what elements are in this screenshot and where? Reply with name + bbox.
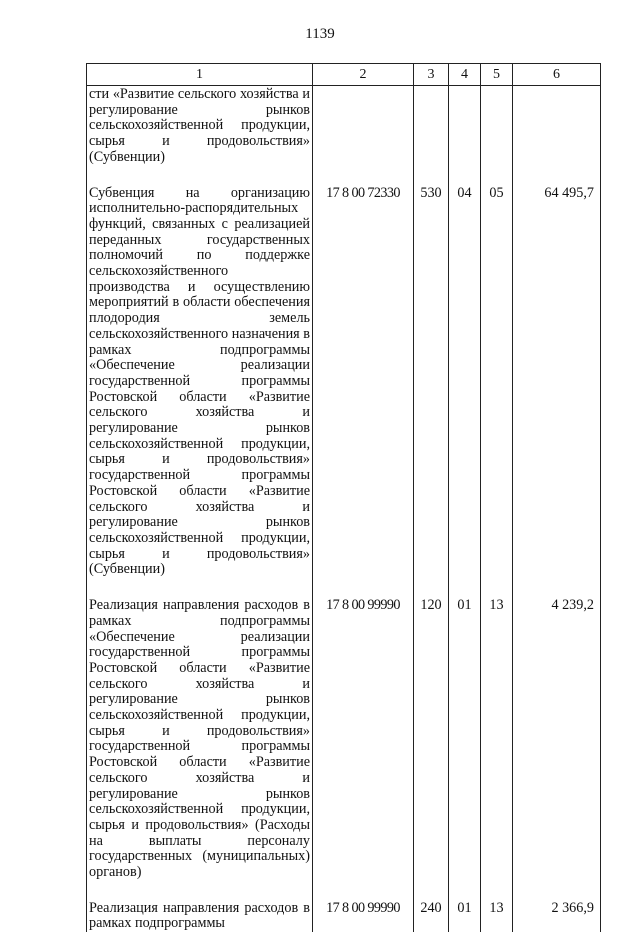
- row-amount: 64 495,7: [513, 186, 601, 579]
- row-subsection: 05: [481, 186, 513, 579]
- row-target-code: [313, 86, 414, 166]
- header-col-4: 4: [449, 64, 481, 86]
- row-section: 04: [449, 186, 481, 579]
- row-subsection: 13: [481, 901, 513, 932]
- table-header: [87, 64, 601, 86]
- row-section: 01: [449, 598, 481, 881]
- row-description: Реализация направления расходов в рамках подпрограммы: [87, 901, 313, 932]
- row-amount: [513, 86, 601, 166]
- row-section: [449, 86, 481, 166]
- row-description: сти «Развитие сельского хозяйства и регулирование рынков сельскохозяйственной продукции, сырья и продовольствия» (Субвенции): [87, 86, 313, 166]
- table-row: [87, 598, 601, 881]
- row-target-code: 17 8 00 99990: [313, 901, 414, 932]
- row-spacer: [87, 578, 601, 598]
- header-col-3: 3: [414, 64, 449, 86]
- row-expense-type: 240: [414, 901, 449, 932]
- budget-table: [86, 63, 601, 932]
- row-amount: 4 239,2: [513, 598, 601, 881]
- row-target-code: 17 8 00 99990: [313, 598, 414, 881]
- row-subsection: 13: [481, 598, 513, 881]
- row-target-code: 17 8 00 72330: [313, 186, 414, 579]
- table-row: [87, 186, 601, 579]
- row-section: 01: [449, 901, 481, 932]
- row-spacer: [87, 166, 601, 186]
- header-row: [87, 64, 601, 86]
- row-subsection: [481, 86, 513, 166]
- row-expense-type: 120: [414, 598, 449, 881]
- row-amount: 2 366,9: [513, 901, 601, 932]
- row-expense-type: 530: [414, 186, 449, 579]
- row-expense-type: [414, 86, 449, 166]
- page-number: 1139: [305, 26, 335, 42]
- row-description: Реализация направления расходов в рамках подпрограммы «Обеспечение реализации государственной программы Ростовской области «Развитие сельского хозяйства и регулирование рынков сельскохозяйственной продукции, сырья и продовольствия» государственной программы Ростовской области «Развитие сельского хозяйства и регулирование рынков сельскохозяйственной продукции, сырья и продовольствия» (Расходы на выплаты персоналу государственных (муниципальных) органов): [87, 598, 313, 881]
- row-spacer: [87, 881, 601, 901]
- header-col-6: 6: [513, 64, 601, 86]
- table-row: [87, 901, 601, 932]
- header-col-1: 1: [87, 64, 313, 86]
- header-col-2: 2: [313, 64, 414, 86]
- row-description: Субвенция на организацию исполнительно-распорядительных функций, связанных с реализацией переданных государственных полномочий по поддержке сельскохозяйственного производства и осуществлению мероприятий в области обеспечения плодородия земель сельскохозяйственного назначения в рамках подпрограммы «Обеспечение реализации государственной программы Ростовской области «Развитие сельского хозяйства и регулирование рынков сельскохозяйственной продукции, сырья и продовольствия» государственной программы Ростовской области «Развитие сельского хозяйства и регулирование рынков сельскохозяйственной продукции, сырья и продовольствия» (Субвенции): [87, 186, 313, 579]
- table-row: [87, 86, 601, 166]
- header-col-5: 5: [481, 64, 513, 86]
